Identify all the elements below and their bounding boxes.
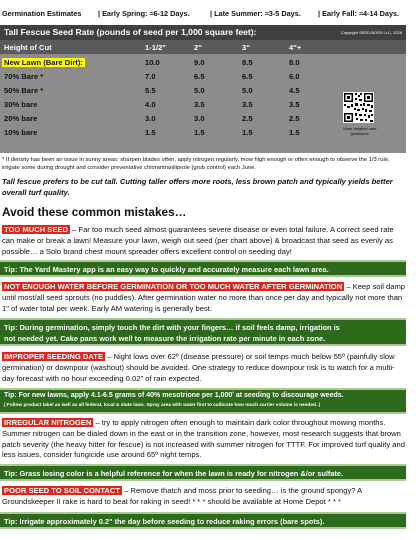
tip-subtext: ( Follow product label as well as all federal, local & state laws. Spray area with water first to calibrate how much carrier volume is needed. ): [4, 403, 321, 408]
table-cell: 3.5: [289, 100, 300, 109]
germination-estimates: [2, 9, 406, 18]
header-2-inch: 2": [194, 43, 202, 52]
copyright: Copyright SEED-BOSS LLC, 2026: [340, 30, 402, 35]
header-height-of-cut: Height of Cut: [4, 43, 52, 52]
table-cell: 6.5: [194, 72, 205, 81]
table-cell: 2.5: [242, 114, 253, 123]
row-label: 10% bare: [4, 128, 38, 137]
mistake-body: – Far too much seed almost guarantees severe disease or even total failure. A correct seed rate can make or break a lawn! Measure your lawn, weigh out seed (per chart above) & broadcast that seed as evenly as possible… a Solo brand chest mount spreader offers excellent control on seeding day!: [2, 225, 394, 256]
mistake-title: TOO MUCH SEED: [4, 225, 68, 234]
table-cell: 7.0: [145, 72, 156, 81]
table-cell: 1.5: [194, 128, 205, 137]
table-cell: 9.0: [194, 58, 205, 67]
row-label: 30% bare: [4, 100, 38, 109]
early-fall-estimate: | Early Fall: ≈4-14 Days.: [318, 9, 400, 18]
table-cell: 4.5: [289, 86, 300, 95]
table-cell: 1.5: [289, 128, 300, 137]
table-cell: 2.5: [289, 114, 300, 123]
mistake-irregular-nitrogen: [2, 418, 406, 461]
qr-code-icon[interactable]: [343, 92, 374, 123]
table-cell: 5.0: [194, 86, 205, 95]
mistake-title: NOT ENOUGH WATER BEFORE GERMINATION OR TOO MUCH WATER AFTER GERMINATION: [4, 282, 343, 291]
table-cell: 5.0: [242, 86, 253, 95]
mistake-too-much-seed: [2, 225, 406, 257]
table-cell: 8.0: [289, 58, 300, 67]
mistake-title: POOR SEED TO SOIL CONTACT: [4, 486, 121, 495]
tall-fescue-note: Tall fescue prefers to be cut tall. Cutting taller offers more roots, less brown patch and typically yields better overall turf quality.: [2, 177, 393, 197]
tip-box: [0, 464, 406, 481]
tip-text: Tip: Irrigate approximately 0.2" the day before seeding to reduce raking errors (bare spots).: [4, 517, 325, 526]
table-cell: 3.5: [242, 100, 253, 109]
row-label: 50% Bare *: [4, 86, 44, 95]
mistake-body: – Keep soil damp until most/all seed sprouts (no puddles). After germination water no more than once per day and typically not more than 1" of water total per week. Early AM watering is generally best.: [2, 282, 405, 313]
early-spring-estimate: | Early Spring: ≈6-12 Days.: [98, 9, 190, 18]
tip-text: Tip: For new lawns, apply 4.1-6.5 grams of 40% mesotrione per 1,000ʹ at seeding to discourage weeds.: [4, 392, 344, 399]
header-3-inch: 3": [242, 43, 250, 52]
qr-caption: More detailed care guidelines.: [343, 126, 377, 136]
tip-box: [0, 318, 406, 346]
table-cell: 3.0: [194, 114, 205, 123]
table-cell: 5.5: [145, 86, 156, 95]
mistake-title: IRREGULAR NITROGEN: [4, 418, 92, 427]
tip-box: [0, 388, 406, 414]
seed-rate-table: [0, 25, 406, 153]
table-cell: 6.0: [289, 72, 300, 81]
late-summer-estimate: | Late Summer: ≈3-5 Days.: [210, 9, 301, 18]
density-note: * If density has been an issue in sunny areas: sharpen blades often, apply nitrogen regularly, mow high enough or often enough to observe the 1/3 rule, irrigate some during drought and consider preventative chlorantraniliprole (grub control) each June.: [2, 157, 390, 171]
table-row: [0, 69, 406, 83]
mistake-body: – Remove thatch and moss prior to seeding… is the ground spongy? A Groundskeeper II rake is hard to beat for raking in seed! * * * should be available at Home Depot * * *: [2, 486, 362, 506]
tip-box: [0, 260, 406, 277]
avoid-heading: Avoid these common mistakes…: [2, 205, 187, 219]
table-cell: 10.0: [145, 58, 160, 67]
germination-label: Germination Estimates: [2, 9, 82, 18]
row-label: 20% bare: [4, 114, 38, 123]
mistake-body: – try to apply nitrogen often enough to maintain dark color throughout mowing months. Summer nitrogen can be dialed down in the east or in the transition zone, however, most research suggests that brown patch severity (the heavy hitter for fescue) is not increased with summer nitrogen for TTTF. For improved turf quality and less issues, consider fungicide use around 65º night temps.: [2, 418, 405, 460]
table-cell: 3.5: [194, 100, 205, 109]
tip-box: [0, 512, 406, 529]
table-cell: 3.0: [145, 114, 156, 123]
tip-text: Tip: Grass losing color is a helpful reference for when the lawn is ready for nitrogen &/or sulfate.: [4, 469, 344, 478]
header-1-5-inch: 1-1/2": [145, 43, 166, 52]
table-title-bar: [0, 25, 406, 40]
tip-text: Tip: During germination, simply touch the dirt with your fingers… if soil feels damp, irrigation is: [4, 323, 340, 332]
table-header-row: [0, 40, 406, 54]
mistake-seed-soil-contact: [2, 486, 406, 508]
mistake-title: IMPROPER SEEDING DATE: [4, 352, 104, 361]
table-cell: 1.5: [145, 128, 156, 137]
table-row: [0, 55, 406, 69]
table-cell: 6.5: [242, 72, 253, 81]
mistake-water: [2, 282, 406, 314]
row-label-new-lawn: New Lawn (Bare Dirt):: [4, 58, 83, 67]
table-cell: 4.0: [145, 100, 156, 109]
mistake-seeding-date: [2, 352, 406, 384]
tip-text: not needed yet. Cake pans work well to measure the irrigation rate per minute in each zone.: [4, 334, 326, 343]
row-label: 70% Bare *: [4, 72, 44, 81]
header-4-inch-plus: 4"+: [289, 43, 302, 52]
tip-text: Tip: The Yard Mastery app is an easy way to quickly and accurately measure each lawn area.: [4, 265, 329, 274]
table-title: Tall Fescue Seed Rate (pounds of seed per 1,000 square feet):: [4, 27, 257, 37]
mistake-body: – Night lows over 62º (disease pressure) or soil temps much below 55º (painfully slow germination) or downpour (washout) should be avoided. One strategy to reduce downpour risk is to watch for a multi-day forecast with no hour exceeding 0.02" of rain expected.: [2, 352, 395, 383]
table-cell: 8.5: [242, 58, 253, 67]
table-cell: 1.5: [242, 128, 253, 137]
